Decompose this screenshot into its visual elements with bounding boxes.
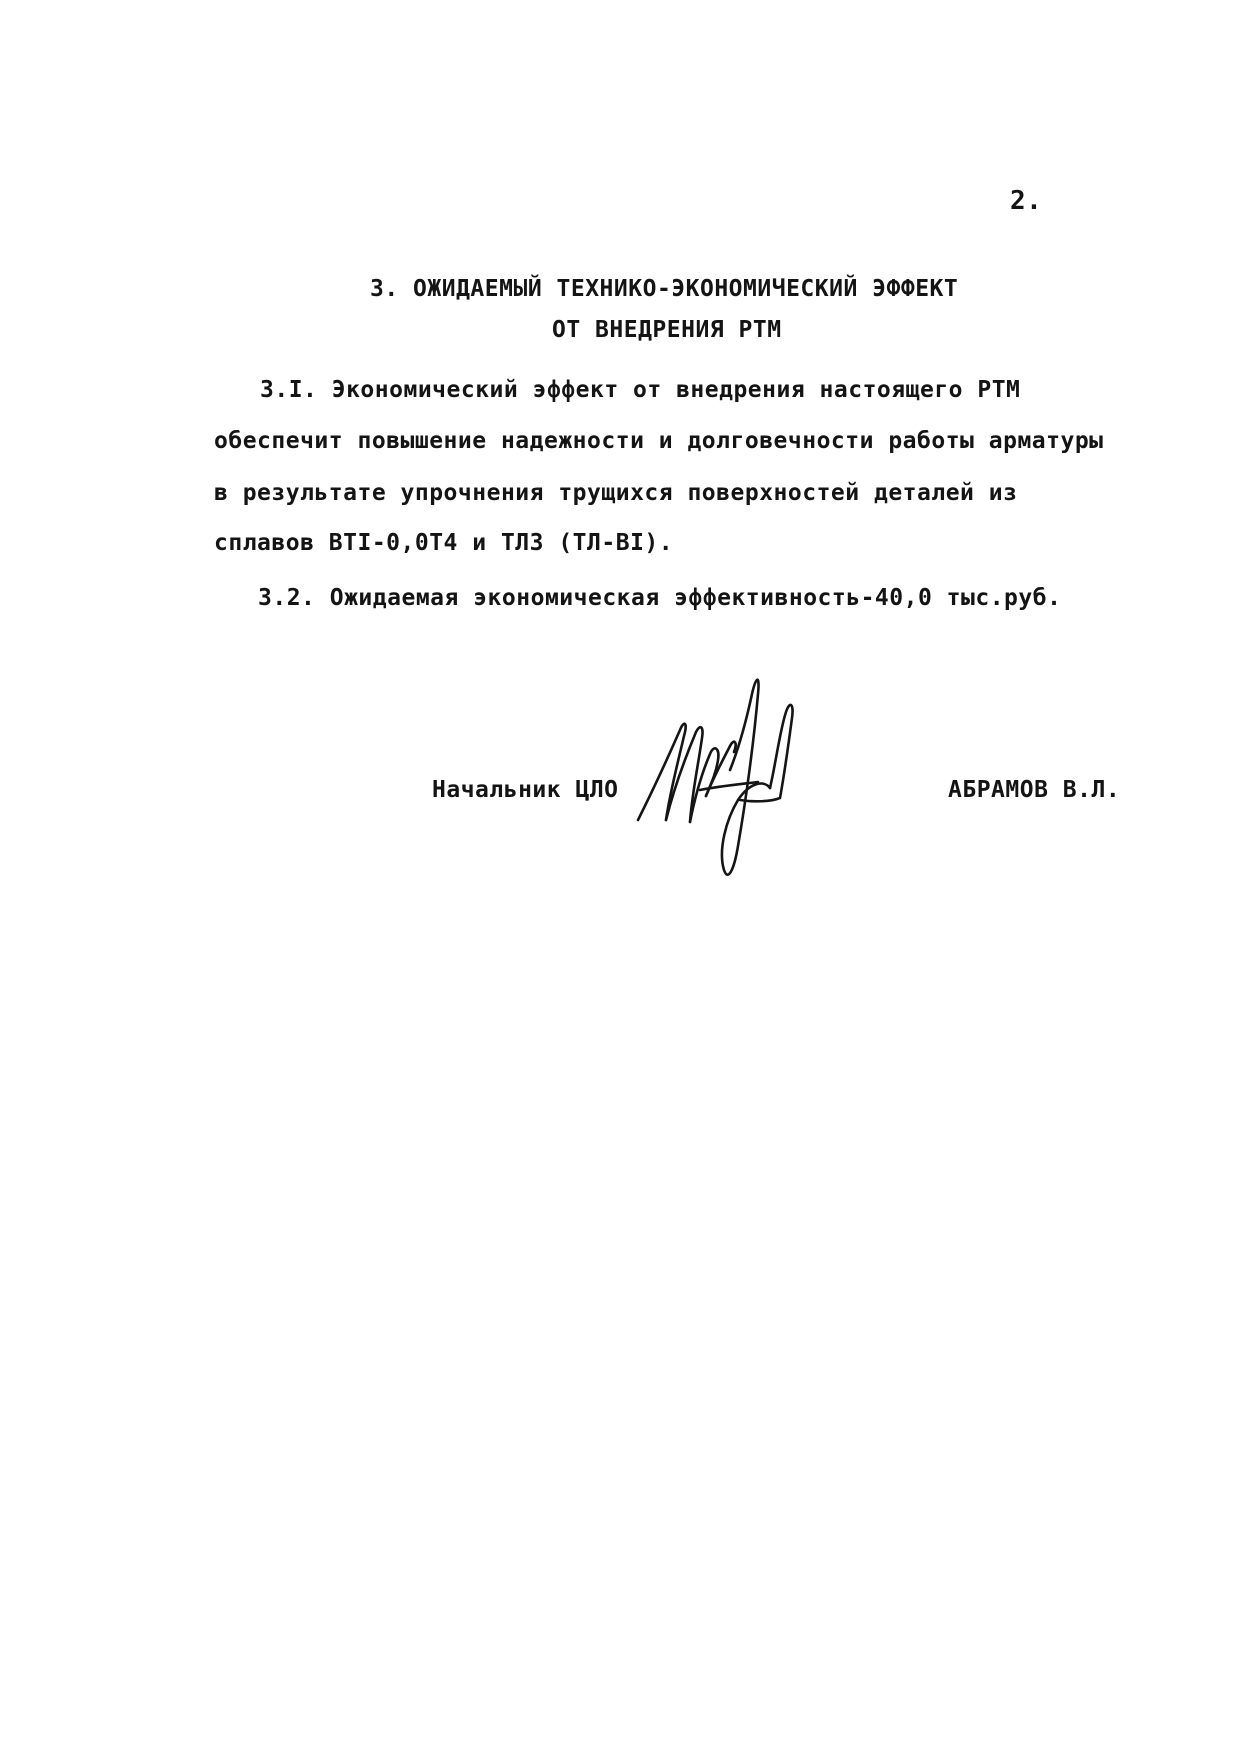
paragraph-3-1-line-3: в результате упрочнения трущихся поверхностей деталей из [214, 480, 1018, 506]
signatory-role: Начальник ЦЛО [432, 777, 619, 803]
paragraph-3-1-line-2: обеспечит повышение надежности и долговечности работы арматуры [214, 428, 1104, 454]
paragraph-3-1-line-1: 3.I. Экономический эффект от внедрения настоящего РТМ [260, 377, 1021, 403]
page-number: 2. [1010, 186, 1043, 216]
paragraph-3-1-line-4: сплавов ВТI-0,0Т4 и ТЛ3 (ТЛ-ВI). [214, 530, 674, 556]
section-heading-line-2: ОТ ВНЕДРЕНИЯ РТМ [552, 317, 782, 343]
paragraph-3-2-line-1: 3.2. Ожидаемая экономическая эффективность-40,0 тыс.руб. [258, 585, 1062, 611]
section-heading-line-1: 3. ОЖИДАЕМЫЙ ТЕХНИКО-ЭКОНОМИЧЕСКИЙ ЭФФЕКТ [370, 276, 959, 302]
signatory-name: АБРАМОВ В.Л. [948, 777, 1121, 803]
handwritten-signature [630, 670, 830, 890]
